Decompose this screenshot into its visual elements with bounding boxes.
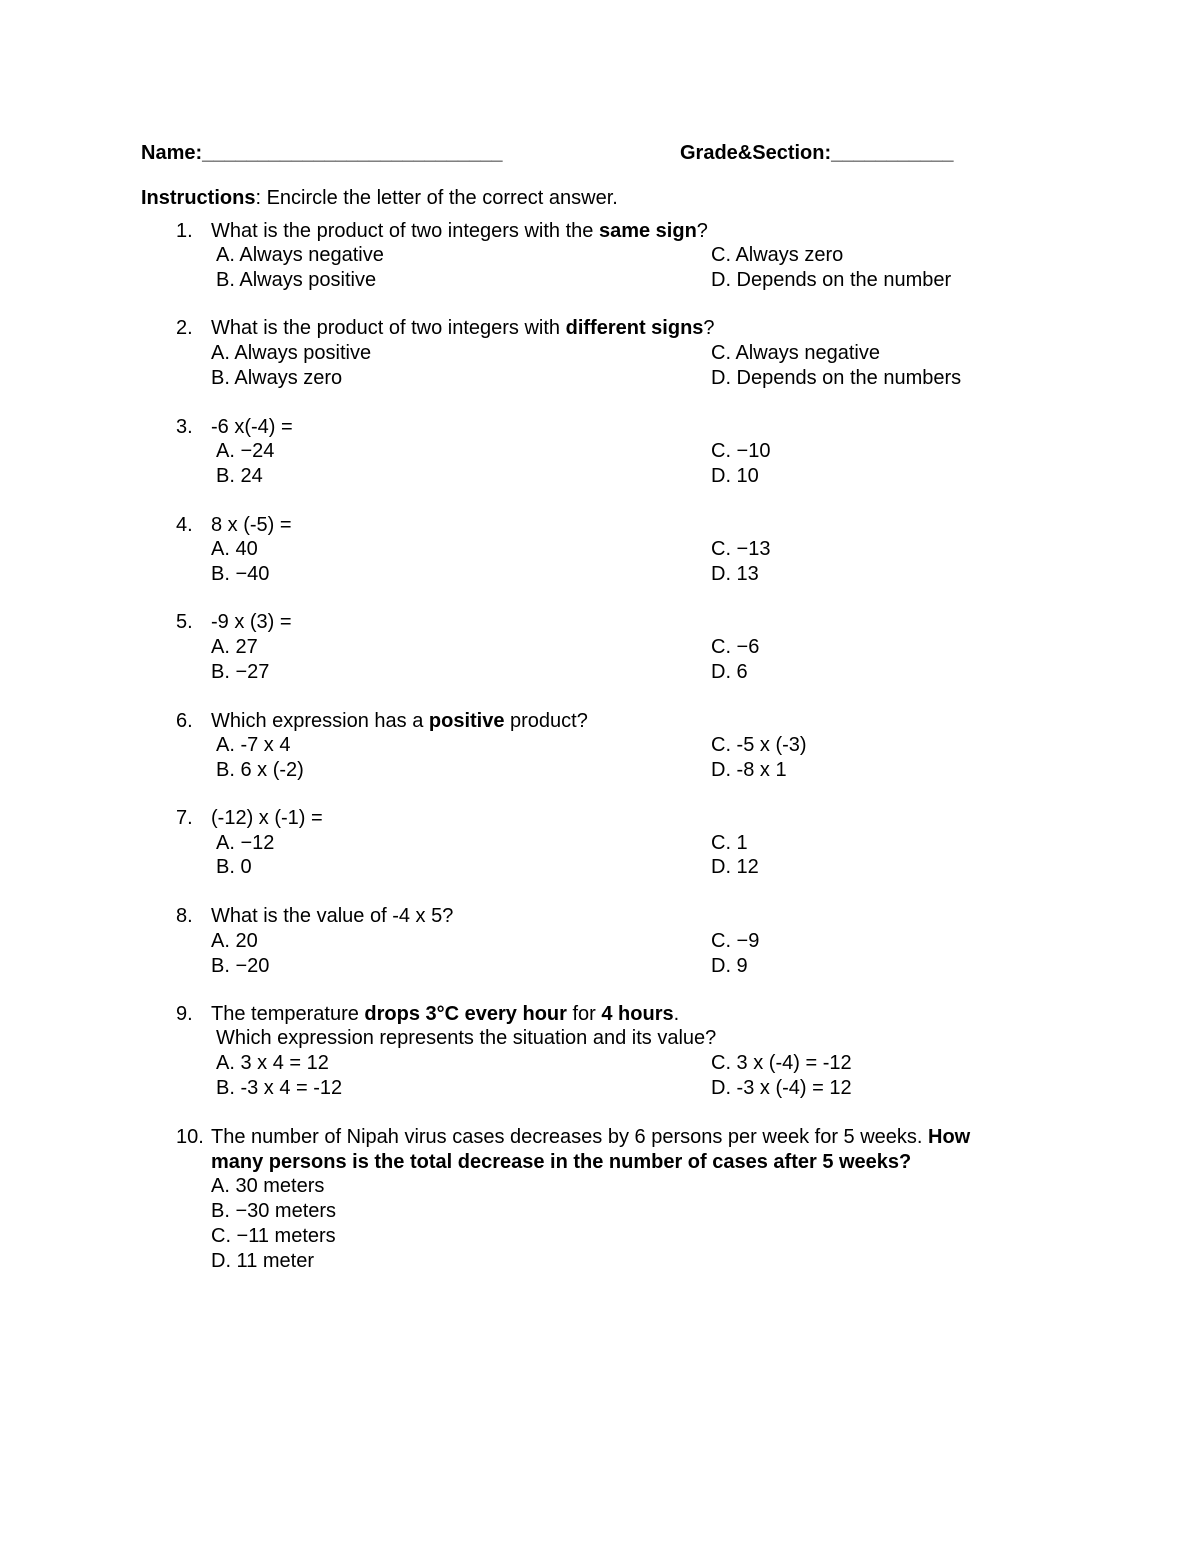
choice-b[interactable]: B. Always zero — [211, 367, 343, 389]
question-number: 8. — [176, 905, 193, 927]
choice-c[interactable]: C. −11 meters — [211, 1225, 336, 1247]
question-number: 9. — [176, 1003, 193, 1025]
choice-c[interactable]: C. Always zero — [711, 244, 844, 266]
question-number: 6. — [176, 710, 193, 732]
question-number: 7. — [176, 807, 193, 829]
choice-a[interactable]: A. −24 — [216, 440, 275, 462]
question-stem-line-2: many persons is the total decrease in the number of cases after 5 weeks? — [211, 1151, 912, 1173]
question-stem: What is the value of -4 x 5? — [211, 905, 454, 927]
choice-d[interactable]: D. 10 — [711, 465, 759, 487]
choice-c[interactable]: C. -5 x (-3) — [711, 734, 807, 756]
instructions-label: Instructions — [141, 187, 256, 209]
question-stem: Which expression has a positive product? — [211, 710, 588, 732]
choice-c[interactable]: C. −10 — [711, 440, 771, 462]
question-stem: The temperature drops 3°C every hour for 4 hours. — [211, 1003, 680, 1025]
choice-c[interactable]: C. −6 — [711, 636, 760, 658]
choice-c[interactable]: C. Always negative — [711, 342, 880, 364]
choice-c[interactable]: C. 1 — [711, 832, 748, 854]
choice-d[interactable]: D. 13 — [711, 563, 759, 585]
choice-a[interactable]: A. 40 — [211, 538, 258, 560]
choice-b[interactable]: B. −20 — [211, 955, 270, 977]
question-number: 2. — [176, 317, 193, 339]
question-stem: -9 x (3) = — [211, 611, 292, 633]
instructions — [141, 186, 618, 211]
choice-d[interactable]: D. 12 — [711, 856, 759, 878]
choice-b[interactable]: B. −30 meters — [211, 1200, 337, 1222]
question-stem-line-2: Which expression represents the situation and its value? — [216, 1027, 717, 1049]
question-number: 3. — [176, 416, 193, 438]
choice-a[interactable]: A. 20 — [211, 930, 258, 952]
grade-section-field-label: Grade&Section:___________ — [680, 142, 954, 164]
choice-a[interactable]: A. -7 x 4 — [216, 734, 291, 756]
choice-a[interactable]: A. 30 meters — [211, 1175, 325, 1197]
question-stem: (-12) x (-1) = — [211, 807, 323, 829]
question-stem: 8 x (-5) = — [211, 514, 292, 536]
choice-b[interactable]: B. -3 x 4 = -12 — [216, 1077, 343, 1099]
question-stem: The number of Nipah virus cases decreases by 6 persons per week for 5 weeks. How — [211, 1126, 971, 1148]
question-stem: What is the product of two integers with the same sign? — [211, 220, 708, 242]
choice-d[interactable]: D. Depends on the number — [711, 269, 952, 291]
choice-c[interactable]: C. −13 — [711, 538, 771, 560]
choice-d[interactable]: D. Depends on the numbers — [711, 367, 962, 389]
question-number: 4. — [176, 514, 193, 536]
question-stem: -6 x(-4) = — [211, 416, 293, 438]
question-stem: What is the product of two integers with different signs? — [211, 317, 715, 339]
name-field-label: Name:___________________________ — [141, 142, 503, 164]
choice-b[interactable]: B. 6 x (-2) — [216, 759, 304, 781]
choice-d[interactable]: D. 9 — [711, 955, 748, 977]
question-number: 1. — [176, 220, 193, 242]
choice-a[interactable]: A. −12 — [216, 832, 275, 854]
choice-b[interactable]: B. 0 — [216, 856, 252, 878]
choice-a[interactable]: A. 3 x 4 = 12 — [216, 1052, 329, 1074]
choice-b[interactable]: B. Always positive — [216, 269, 377, 291]
choice-d[interactable]: D. -8 x 1 — [711, 759, 787, 781]
choice-a[interactable]: A. Always positive — [211, 342, 372, 364]
choice-b[interactable]: B. 24 — [216, 465, 263, 487]
choice-d[interactable]: D. 6 — [711, 661, 748, 683]
choice-c[interactable]: C. −9 — [711, 930, 760, 952]
instructions-text: : Encircle the letter of the correct answer. — [255, 187, 618, 209]
question-number: 10. — [176, 1126, 204, 1148]
choice-b[interactable]: B. −40 — [211, 563, 270, 585]
choice-b[interactable]: B. −27 — [211, 661, 270, 683]
choice-d[interactable]: D. -3 x (-4) = 12 — [711, 1077, 852, 1099]
choice-a[interactable]: A. 27 — [211, 636, 258, 658]
choice-a[interactable]: A. Always negative — [216, 244, 384, 266]
question-number: 5. — [176, 611, 193, 633]
choice-d[interactable]: D. 11 meter — [211, 1250, 314, 1272]
choice-c[interactable]: C. 3 x (-4) = -12 — [711, 1052, 852, 1074]
